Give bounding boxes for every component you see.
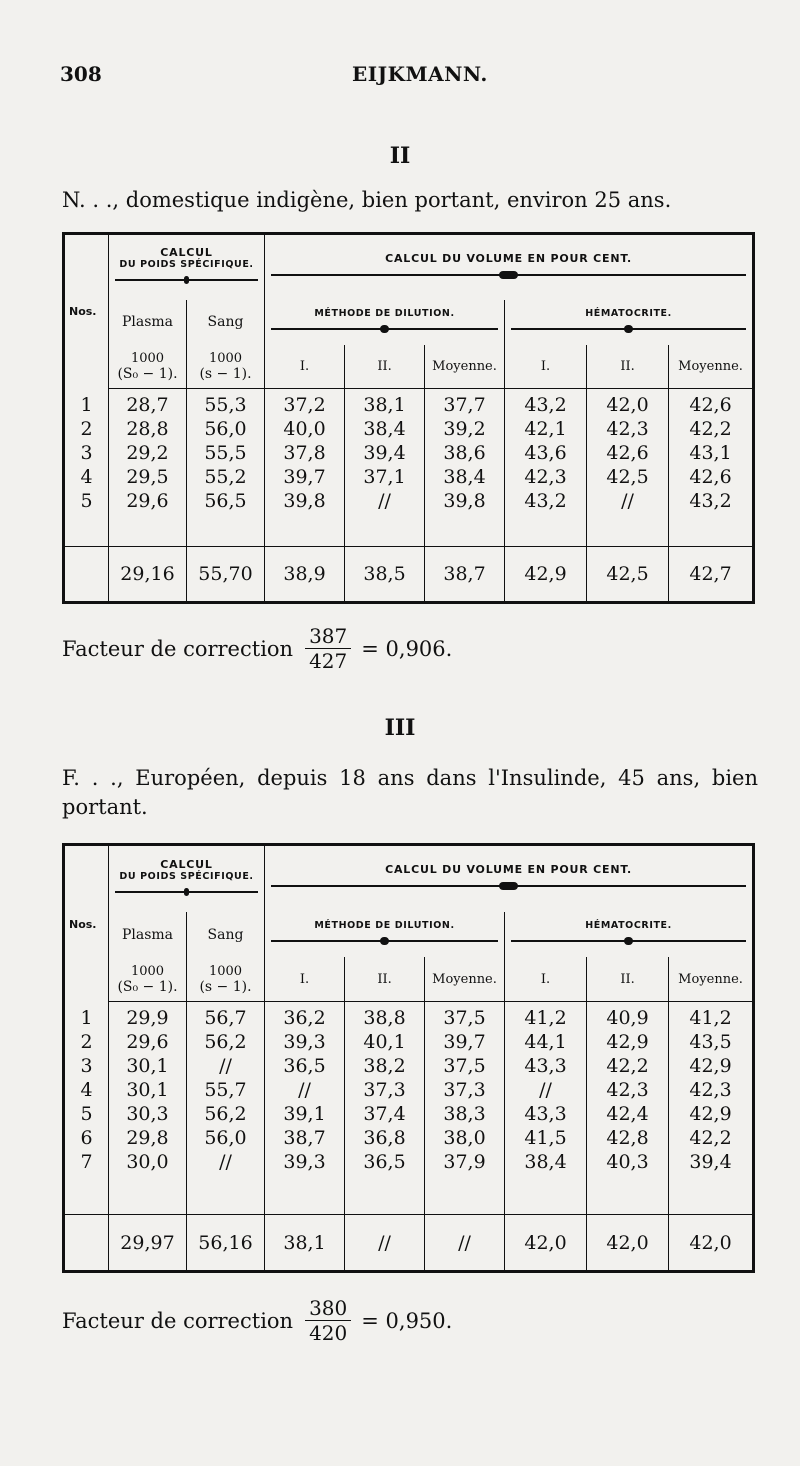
factor-label: Facteur de correction xyxy=(62,636,294,661)
table-cell-value: 42,6 xyxy=(689,393,732,416)
dil-col-i: I. xyxy=(265,345,345,388)
plasma-label: Plasma xyxy=(109,300,187,345)
table-cell-value: 3 xyxy=(80,1055,93,1078)
row-numbers xyxy=(64,389,109,547)
row-numbers xyxy=(64,1002,109,1215)
table-cell-value: 44,1 xyxy=(524,1031,567,1054)
hematocrite-ii-values xyxy=(587,389,669,547)
numbers-header: Nos. xyxy=(69,305,97,319)
table-cell-value: 42,3 xyxy=(689,1079,732,1102)
calc-poids-subtitle: DU POIDS SPÉCIFIQUE. xyxy=(119,259,254,271)
table-cell-value: 56,5 xyxy=(204,489,247,512)
fraction-numerator: 380 xyxy=(305,1296,351,1321)
factor-result: = 0,906. xyxy=(361,636,453,661)
table-cell-value: 38,8 xyxy=(363,1007,406,1030)
table-cell-value: 4 xyxy=(80,465,93,488)
table-cell-value: 30,0 xyxy=(126,1151,169,1174)
dilution-i-values xyxy=(265,389,345,547)
table-cell-value: 42,2 xyxy=(606,1055,649,1078)
dil-col-i: I. xyxy=(265,957,345,1001)
table-cell-value: 43,3 xyxy=(524,1103,567,1126)
section-ii-intro: N. . ., domestique indigène, bien portant, environ 25 ans. xyxy=(62,188,672,212)
table-cell-value: 29,2 xyxy=(126,441,169,464)
sang-multiplier: 1000 xyxy=(208,350,243,366)
averages-row-iii xyxy=(64,1215,754,1272)
table-cell-value: 42,0 xyxy=(606,393,649,416)
table-cell-value: 43,2 xyxy=(524,489,567,512)
table-cell-value: 36,5 xyxy=(283,1055,326,1078)
table-cell-value: 55,3 xyxy=(204,393,247,416)
table-cell-value: 40,3 xyxy=(606,1151,649,1174)
avg-dil-i: 38,9 xyxy=(265,547,345,603)
plasma-values xyxy=(109,389,187,547)
section-heading-ii: II xyxy=(389,143,411,169)
table-cell-value: 7 xyxy=(80,1151,93,1174)
avg-dil-ii: // xyxy=(345,1215,425,1272)
methode-dilution-title: MÉTHODE DE DILUTION. xyxy=(314,307,455,319)
table-cell-value: 42,9 xyxy=(606,1031,649,1054)
plasma-expression: (S₀ − 1). xyxy=(117,978,178,995)
table-cell-value: 38,2 xyxy=(363,1055,406,1078)
plasma-label: Plasma xyxy=(109,912,187,958)
table-cell-value: 2 xyxy=(80,417,93,440)
calc-volume-title: CALCUL DU VOLUME EN POUR CENT. xyxy=(385,863,632,877)
table-cell-value: 37,5 xyxy=(443,1055,486,1078)
table-cell-value: 36,8 xyxy=(363,1127,406,1150)
sang-expression: (s − 1). xyxy=(199,978,252,995)
plasma-values xyxy=(109,1002,187,1215)
calc-volume-title: CALCUL DU VOLUME EN POUR CENT. xyxy=(385,251,632,265)
fraction-numerator: 387 xyxy=(305,624,351,649)
table-cell-value: 1 xyxy=(80,393,93,416)
table-cell-value: 38,7 xyxy=(283,1127,326,1150)
plasma-expression: (S₀ − 1). xyxy=(117,365,178,382)
table-cell-value: 29,8 xyxy=(126,1127,169,1150)
avg-hem-moyenne: 42,0 xyxy=(669,1215,754,1272)
table-cell-value: 39,4 xyxy=(689,1151,732,1174)
brace-hematocrite xyxy=(511,325,746,333)
table-cell-value: 39,1 xyxy=(283,1103,326,1126)
results-table-ii xyxy=(62,232,755,604)
table-cell-value: 3 xyxy=(80,441,93,464)
sang-values xyxy=(187,389,265,547)
hematocrite-ii-values xyxy=(587,1002,669,1215)
table-cell-value: 43,5 xyxy=(689,1031,732,1054)
dilution-ii-values xyxy=(345,389,425,547)
table-cell-value: 43,6 xyxy=(524,441,567,464)
avg-hem-ii: 42,0 xyxy=(587,1215,669,1272)
table-cell-value: 30,1 xyxy=(126,1079,169,1102)
table-cell-value: 36,2 xyxy=(283,1007,326,1030)
table-cell-value: 29,5 xyxy=(126,465,169,488)
table-cell-value: 6 xyxy=(80,1127,93,1150)
table-cell-value: 38,0 xyxy=(443,1127,486,1150)
hematocrite-moyenne-values xyxy=(669,389,754,547)
avg-plasma: 29,16 xyxy=(109,547,187,603)
table-cell-value: 37,1 xyxy=(363,465,406,488)
table-cell-value: 43,2 xyxy=(524,393,567,416)
sang-label: Sang xyxy=(187,912,265,958)
table-cell-value: 43,2 xyxy=(689,489,732,512)
avg-hem-i: 42,9 xyxy=(505,547,587,603)
brace-poids xyxy=(115,888,258,896)
calc-poids-title: CALCUL xyxy=(160,246,213,260)
table-cell-value: 28,8 xyxy=(126,417,169,440)
dil-col-ii: II. xyxy=(345,345,425,388)
data-rows-ii xyxy=(64,389,754,547)
dil-col-moyenne: Moyenne. xyxy=(425,345,505,388)
table-cell-value: // xyxy=(219,1151,232,1174)
table-cell-value: 29,6 xyxy=(126,489,169,512)
table-cell-value: 39,7 xyxy=(283,465,326,488)
table-cell-value: 42,9 xyxy=(689,1055,732,1078)
table-cell-value: 40,9 xyxy=(606,1007,649,1030)
table-cell-value: 5 xyxy=(80,1103,93,1126)
avg-sang: 55,70 xyxy=(187,547,265,603)
table-cell-value: 42,1 xyxy=(524,417,567,440)
methode-dilution-title: MÉTHODE DE DILUTION. xyxy=(314,920,455,932)
table-cell-value: 38,3 xyxy=(443,1103,486,1126)
fraction-denominator: 427 xyxy=(309,649,348,673)
avg-dil-ii: 38,5 xyxy=(345,547,425,603)
sang-multiplier: 1000 xyxy=(208,963,243,979)
brace-poids xyxy=(115,276,258,284)
fraction xyxy=(305,1296,351,1345)
sang-values xyxy=(187,1002,265,1215)
table-cell-value: 42,3 xyxy=(524,465,567,488)
table-cell-value: 39,8 xyxy=(443,489,486,512)
table-cell-value: 38,4 xyxy=(443,465,486,488)
table-cell-value: 39,7 xyxy=(443,1031,486,1054)
table-cell-value: 39,4 xyxy=(363,441,406,464)
correction-factor-iii xyxy=(62,1296,452,1345)
data-rows-iii xyxy=(64,1002,754,1215)
table-cell-value: 42,2 xyxy=(689,1127,732,1150)
table-cell-value: 29,9 xyxy=(126,1007,169,1030)
table-cell-value: 56,0 xyxy=(204,1127,247,1150)
sang-label: Sang xyxy=(187,300,265,345)
dilution-ii-values xyxy=(345,1002,425,1215)
results-table-iii xyxy=(62,843,755,1273)
table-cell-value: 42,4 xyxy=(606,1103,649,1126)
table-cell-value: 40,0 xyxy=(283,417,326,440)
hematocrite-i-values xyxy=(505,1002,587,1215)
table-cell-value: 29,6 xyxy=(126,1031,169,1054)
table-cell-value: 55,7 xyxy=(204,1079,247,1102)
table-cell-value: 56,0 xyxy=(204,417,247,440)
table-cell-value: 30,1 xyxy=(126,1055,169,1078)
avg-dil-moyenne: // xyxy=(425,1215,505,1272)
table-cell-value: 42,6 xyxy=(689,465,732,488)
table-cell-value: 41,5 xyxy=(524,1127,567,1150)
hematocrite-title: HÉMATOCRITE. xyxy=(585,920,672,932)
calc-poids-title: CALCUL xyxy=(160,857,213,871)
table-cell-value: 37,5 xyxy=(443,1007,486,1030)
table-cell-value: 55,5 xyxy=(204,441,247,464)
table-cell-value: 41,2 xyxy=(689,1007,732,1030)
avg-dil-i: 38,1 xyxy=(265,1215,345,1272)
numbers-header: Nos. xyxy=(69,917,97,931)
table-cell-value: 39,8 xyxy=(283,489,326,512)
dil-col-moyenne: Moyenne. xyxy=(425,957,505,1001)
avg-sang: 56,16 xyxy=(187,1215,265,1272)
plasma-multiplier: 1000 xyxy=(130,963,165,979)
table-cell-value: // xyxy=(621,489,634,512)
table-cell-value: 40,1 xyxy=(363,1031,406,1054)
table-cell-value: 37,4 xyxy=(363,1103,406,1126)
brace-volume xyxy=(271,882,746,890)
table-cell-value: 42,8 xyxy=(606,1127,649,1150)
section-heading-iii: III xyxy=(384,715,416,741)
avg-hem-moyenne: 42,7 xyxy=(669,547,754,603)
table-cell-value: 37,3 xyxy=(443,1079,486,1102)
table-cell-value: 42,3 xyxy=(606,1079,649,1102)
table-cell-value: 2 xyxy=(80,1031,93,1054)
table-cell-value: 42,6 xyxy=(606,441,649,464)
avg-hem-i: 42,0 xyxy=(505,1215,587,1272)
averages-row-ii xyxy=(64,547,754,603)
avg-dil-moyenne: 38,7 xyxy=(425,547,505,603)
fraction xyxy=(305,624,351,673)
fraction-denominator: 420 xyxy=(309,1321,348,1345)
table-cell-value: 5 xyxy=(80,489,93,512)
table-cell-value: 42,5 xyxy=(606,465,649,488)
table-cell-value: 39,3 xyxy=(283,1151,326,1174)
table-cell-value: 41,2 xyxy=(524,1007,567,1030)
table-cell-value: // xyxy=(378,489,391,512)
factor-label: Facteur de correction xyxy=(62,1308,294,1333)
table-cell-value: 38,4 xyxy=(363,417,406,440)
running-title: EIJKMANN. xyxy=(352,62,488,86)
brace-volume xyxy=(271,271,746,279)
hem-col-moyenne: Moyenne. xyxy=(669,345,754,388)
table-cell-value: 55,2 xyxy=(204,465,247,488)
calc-poids-subtitle: DU POIDS SPÉCIFIQUE. xyxy=(119,870,254,882)
hem-col-i: I. xyxy=(505,957,587,1001)
table-cell-value: 36,5 xyxy=(363,1151,406,1174)
dilution-moyenne-values xyxy=(425,1002,505,1215)
table-cell-value: 42,3 xyxy=(606,417,649,440)
table-cell-value: 38,6 xyxy=(443,441,486,464)
brace-dilution xyxy=(271,325,498,333)
hem-col-i: I. xyxy=(505,345,587,388)
factor-result: = 0,950. xyxy=(361,1308,453,1333)
table-cell-value: // xyxy=(539,1079,552,1102)
table-cell-value: 4 xyxy=(80,1079,93,1102)
table-cell-value: 38,4 xyxy=(524,1151,567,1174)
table-cell-value: 43,3 xyxy=(524,1055,567,1078)
table-cell-value: 39,3 xyxy=(283,1031,326,1054)
table-cell-value: 37,3 xyxy=(363,1079,406,1102)
table-cell-value: 42,9 xyxy=(689,1103,732,1126)
avg-hem-ii: 42,5 xyxy=(587,547,669,603)
brace-dilution xyxy=(271,937,498,945)
sang-expression: (s − 1). xyxy=(199,365,252,382)
table-cell-value: 1 xyxy=(80,1007,93,1030)
table-cell-value: 43,1 xyxy=(689,441,732,464)
plasma-multiplier: 1000 xyxy=(130,350,165,366)
dil-col-ii: II. xyxy=(345,957,425,1001)
table-cell-value: 42,2 xyxy=(689,417,732,440)
dilution-i-values xyxy=(265,1002,345,1215)
table-cell-value: 37,2 xyxy=(283,393,326,416)
table-cell-value: 28,7 xyxy=(126,393,169,416)
hem-col-ii: II. xyxy=(587,345,669,388)
table-cell-value: 37,9 xyxy=(443,1151,486,1174)
table-cell-value: 30,3 xyxy=(126,1103,169,1126)
hematocrite-title: HÉMATOCRITE. xyxy=(585,307,672,319)
table-cell-value: // xyxy=(219,1055,232,1078)
dilution-moyenne-values xyxy=(425,389,505,547)
table-cell-value: 56,2 xyxy=(204,1031,247,1054)
table-cell-value: 56,2 xyxy=(204,1103,247,1126)
hematocrite-i-values xyxy=(505,389,587,547)
table-cell-value: 38,1 xyxy=(363,393,406,416)
correction-factor-ii xyxy=(62,624,452,673)
hem-col-moyenne: Moyenne. xyxy=(669,957,754,1001)
hematocrite-moyenne-values xyxy=(669,1002,754,1215)
section-iii-intro: F. . ., Européen, depuis 18 ans dans l'Insulinde, 45 ans, bien portant. xyxy=(62,766,758,819)
table-cell-value: 37,8 xyxy=(283,441,326,464)
page-number: 308 xyxy=(60,62,102,86)
table-cell-value: 37,7 xyxy=(443,393,486,416)
brace-hematocrite xyxy=(511,937,746,945)
avg-plasma: 29,97 xyxy=(109,1215,187,1272)
table-cell-value: 56,7 xyxy=(204,1007,247,1030)
table-cell-value: 39,2 xyxy=(443,417,486,440)
table-cell-value: // xyxy=(298,1079,311,1102)
hem-col-ii: II. xyxy=(587,957,669,1001)
